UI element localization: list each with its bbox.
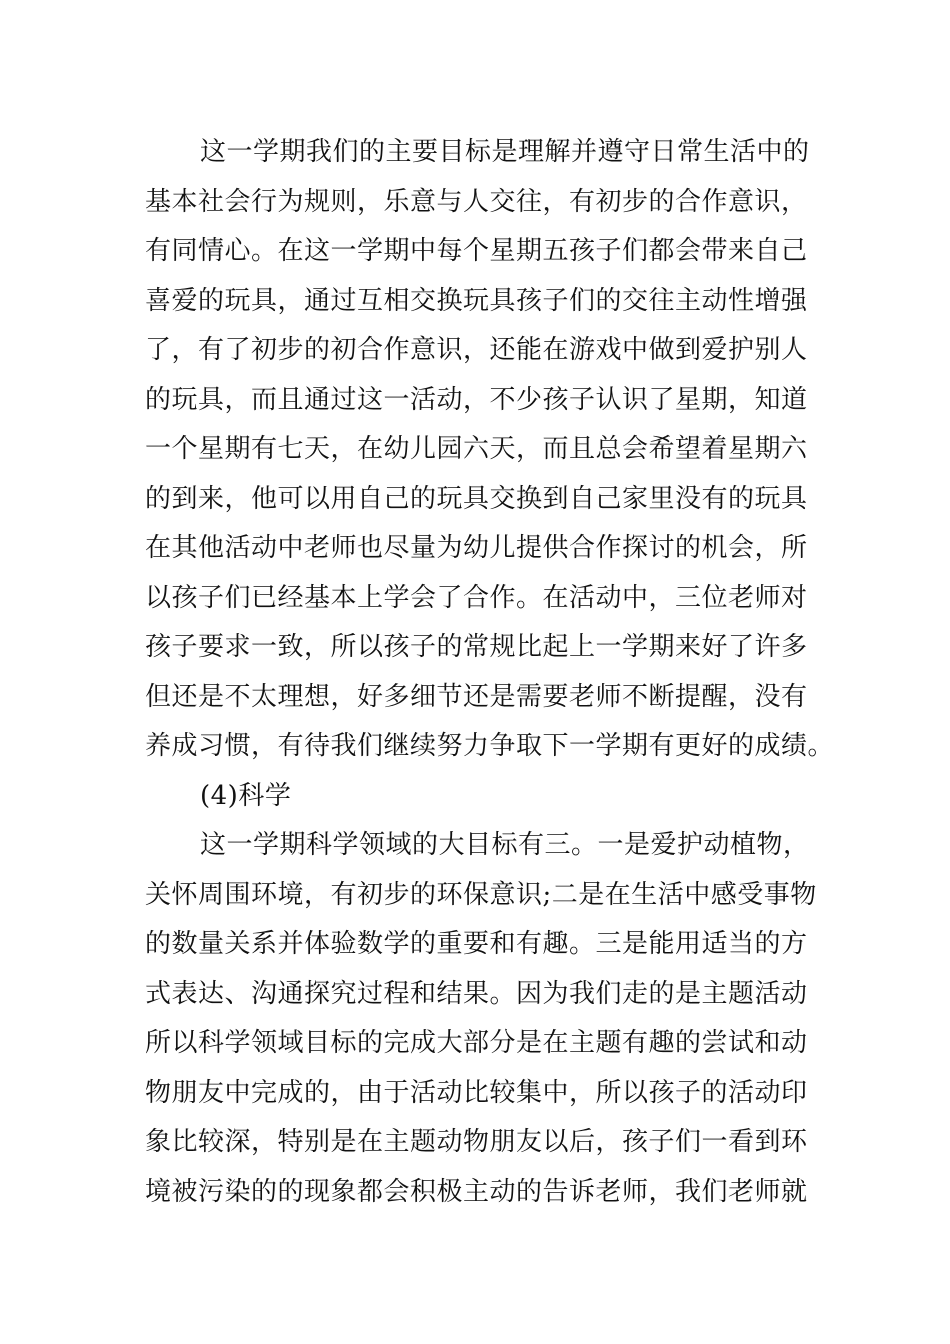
paragraph-line: 养成习惯，有待我们继续努力争取下一学期有更好的成绩。 bbox=[145, 731, 835, 761]
paragraph-line: 的到来，他可以用自己的玩具交换到自己家里没有的玩具 bbox=[145, 483, 808, 514]
paragraph-line: 以孩子们已经基本上学会了合作。在活动中，三位老师对 bbox=[145, 582, 808, 613]
paragraph-line: 的数量关系并体验数学的重要和有趣。三是能用适当的方 bbox=[145, 929, 808, 959]
paragraph-line: 孩子要求一致，所以孩子的常规比起上一学期来好了许多 bbox=[145, 632, 808, 662]
paragraph-line: 的玩具，而且通过这一活动，不少孩子认识了星期，知道 bbox=[145, 384, 808, 415]
paragraph-line: 所以科学领域目标的完成大部分是在主题有趣的尝试和动 bbox=[145, 1028, 808, 1058]
paragraph-line: 一个星期有七天，在幼儿园六天，而且总会希望着星期六 bbox=[145, 434, 808, 464]
paragraph-line: 但还是不太理想，好多细节还是需要老师不断提醒，没有 bbox=[145, 681, 808, 712]
paragraph-line: 式表达、沟通探究过程和结果。因为我们走的是主题活动 bbox=[145, 978, 808, 1009]
paragraph-line: 这一学期科学领域的大目标有三。一是爱护动植物， bbox=[200, 830, 810, 860]
paragraph-line: 物朋友中完成的，由于活动比较集中，所以孩子的活动印 bbox=[145, 1077, 808, 1108]
paragraph-line: 象比较深，特别是在主题动物朋友以后，孩子们一看到环 bbox=[145, 1127, 808, 1157]
section-heading: (4)科学 bbox=[200, 780, 292, 811]
paragraph-line: 基本社会行为规则，乐意与人交往，有初步的合作意识， bbox=[145, 186, 808, 217]
paragraph-line: 关怀周围环境，有初步的环保意识;二是在生活中感受事物 bbox=[145, 879, 817, 910]
paragraph-line: 在其他活动中老师也尽量为幼儿提供合作探讨的机会，所 bbox=[145, 533, 808, 563]
paragraph-line: 喜爱的玩具，通过互相交换玩具孩子们的交往主动性增强 bbox=[145, 285, 808, 316]
paragraph-line: 有同情心。在这一学期中每个星期五孩子们都会带来自己 bbox=[145, 236, 808, 266]
paragraph-line: 了，有了初步的初合作意识，还能在游戏中做到爱护别人 bbox=[145, 335, 808, 365]
paragraph-line: 境被污染的的现象都会积极主动的告诉老师，我们老师就 bbox=[145, 1176, 808, 1207]
paragraph-line: 这一学期我们的主要目标是理解并遵守日常生活中的 bbox=[200, 137, 810, 167]
document-body bbox=[145, 128, 835, 1217]
